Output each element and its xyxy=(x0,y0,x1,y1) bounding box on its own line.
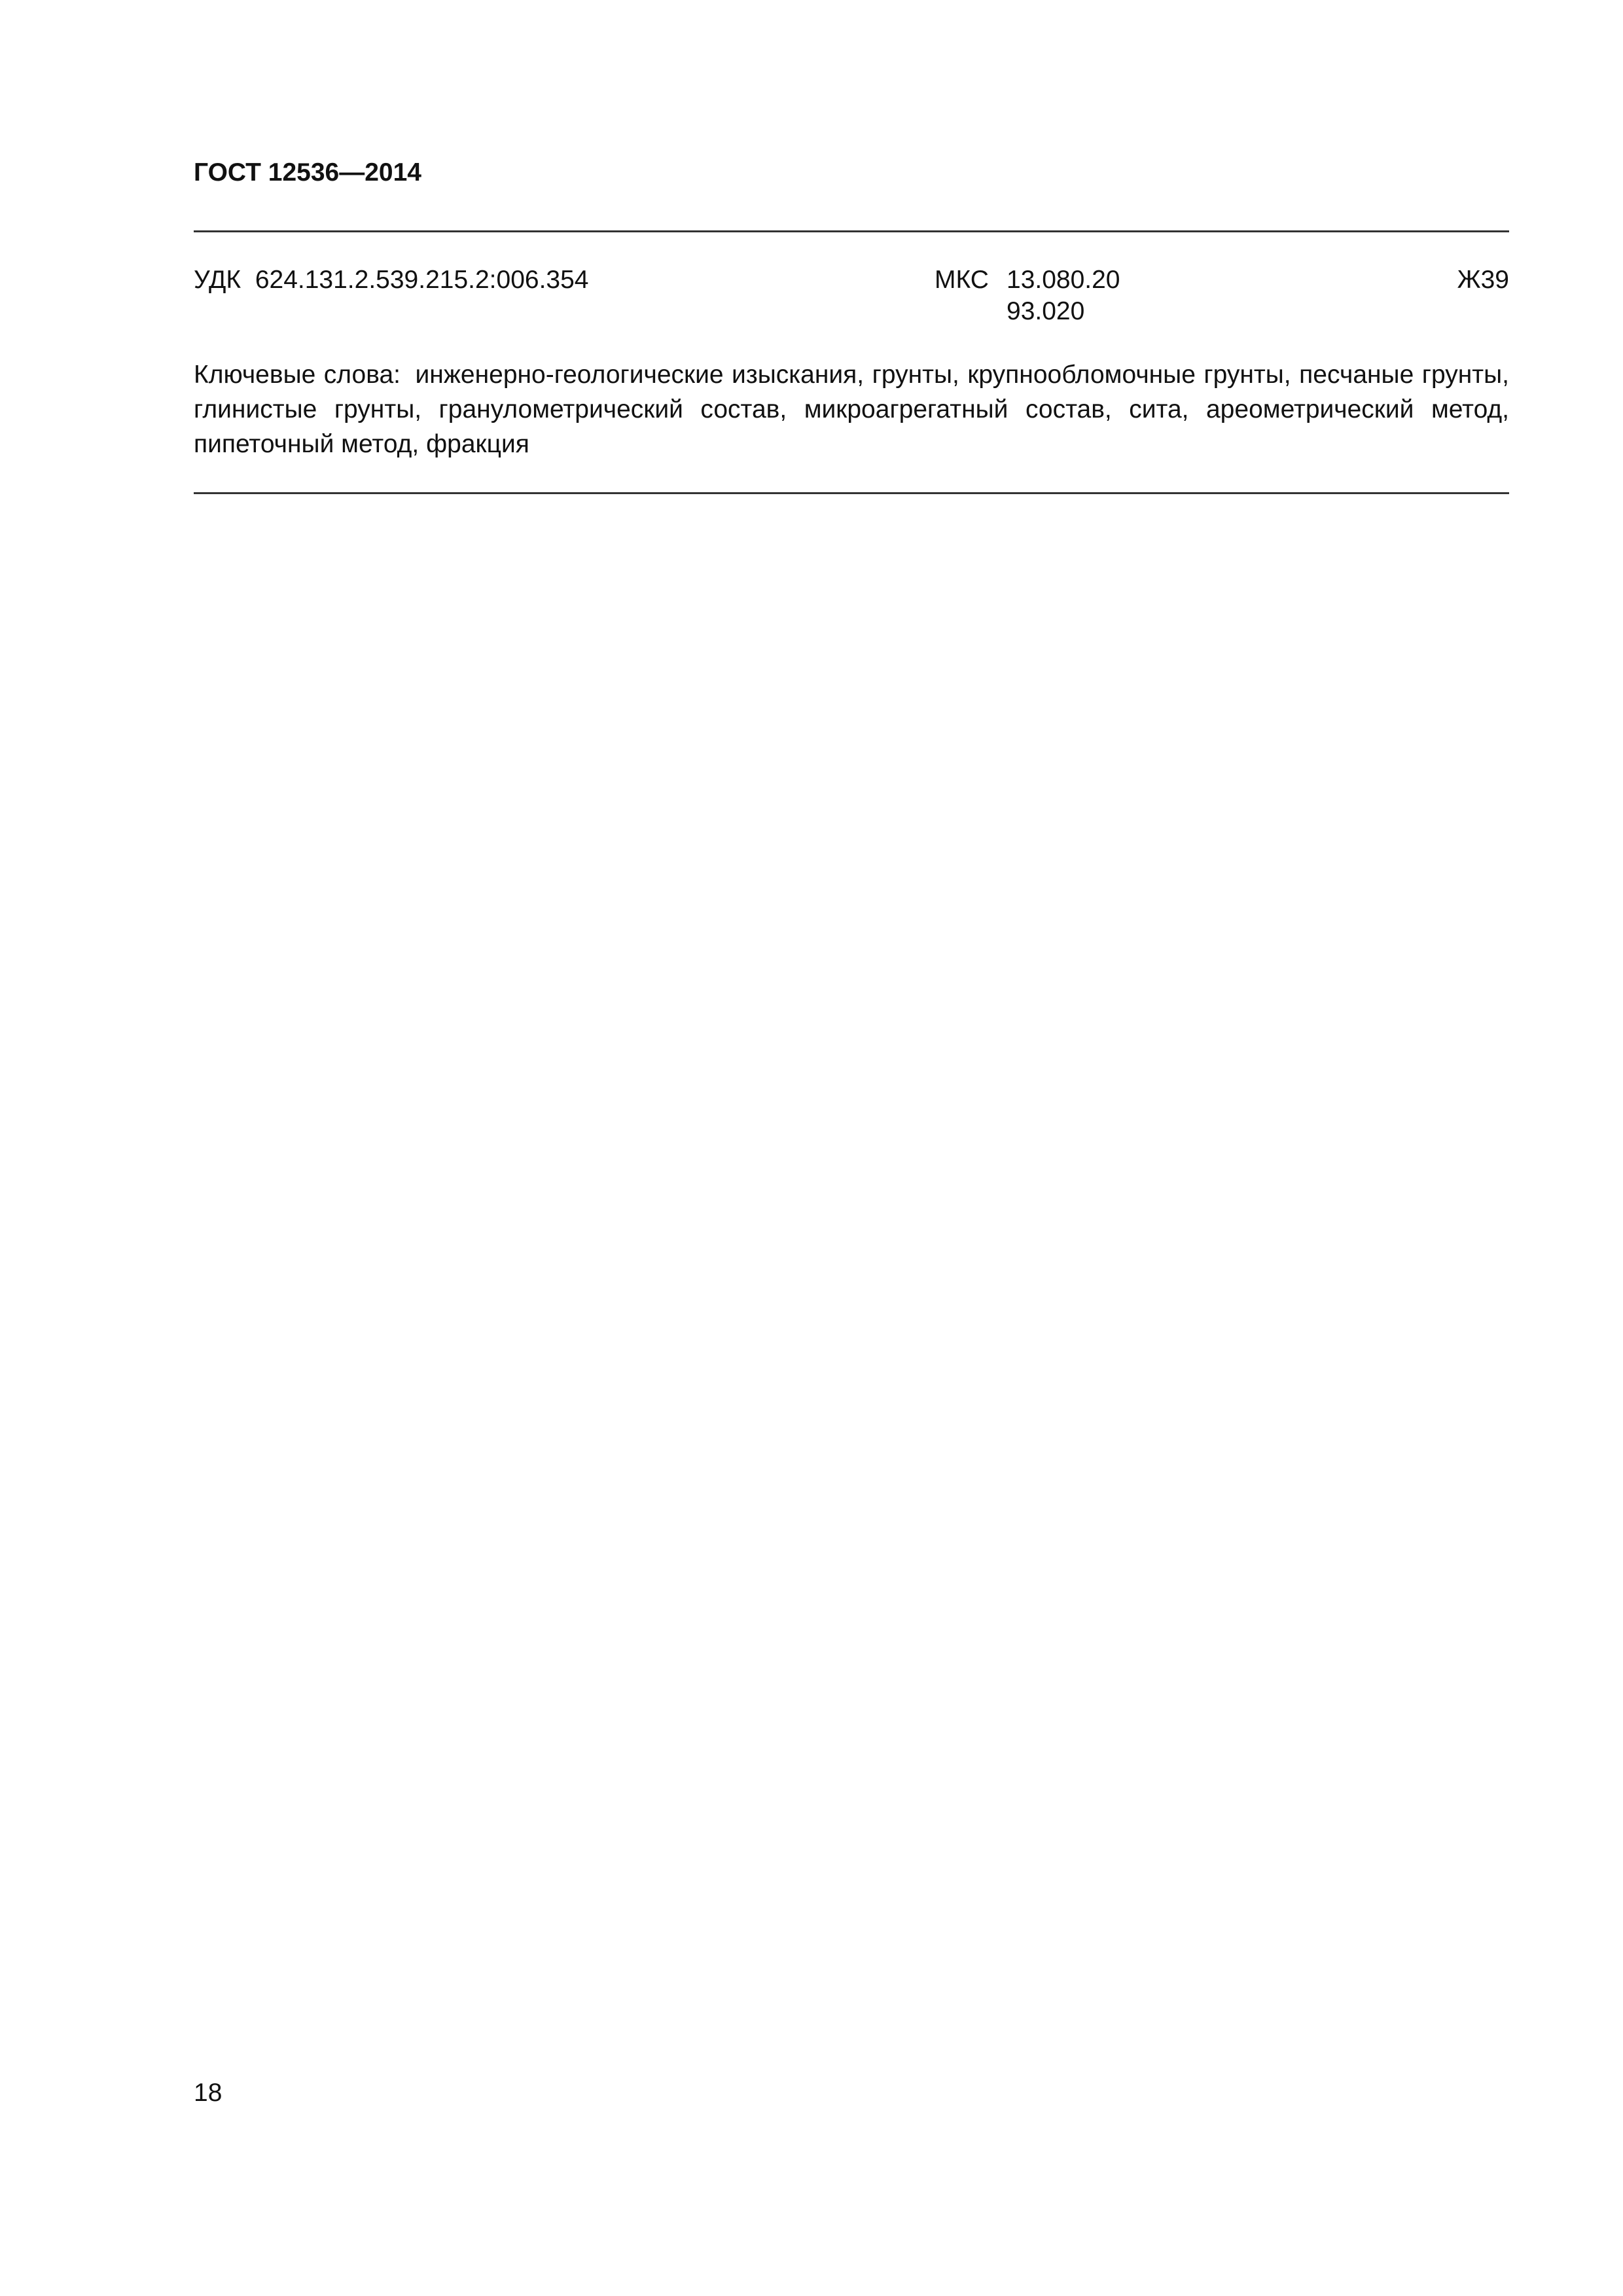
top-divider xyxy=(194,230,1509,232)
page-header xyxy=(194,160,421,185)
keywords-paragraph xyxy=(194,357,1509,461)
standard-id: ГОСТ 12536—2014 xyxy=(194,158,421,187)
mks-code: 13.080.20 xyxy=(1007,266,1120,294)
udk-block xyxy=(194,264,588,296)
bottom-divider xyxy=(194,492,1509,494)
mks-code: 93.020 xyxy=(1007,297,1085,325)
page-number: 18 xyxy=(194,2079,223,2107)
udk-label: УДК xyxy=(194,266,241,294)
udk-value: 624.131.2.539.215.2:006.354 xyxy=(255,266,589,294)
keywords-text: инженерно-геологические изыскания, грунты, крупнообломочные грунты, песчаные грунты, глинистые грунты, гранулометрический состав, микроагрегатный состав, сита, ареометрический метод, пипеточный метод, фракция xyxy=(194,361,1510,458)
keywords-label: Ключевые слова: xyxy=(194,361,401,389)
classification-code: Ж39 xyxy=(1457,266,1509,294)
mks-codes xyxy=(1007,264,1120,327)
mks-block xyxy=(935,264,1120,327)
mks-label: МКС xyxy=(935,266,989,294)
